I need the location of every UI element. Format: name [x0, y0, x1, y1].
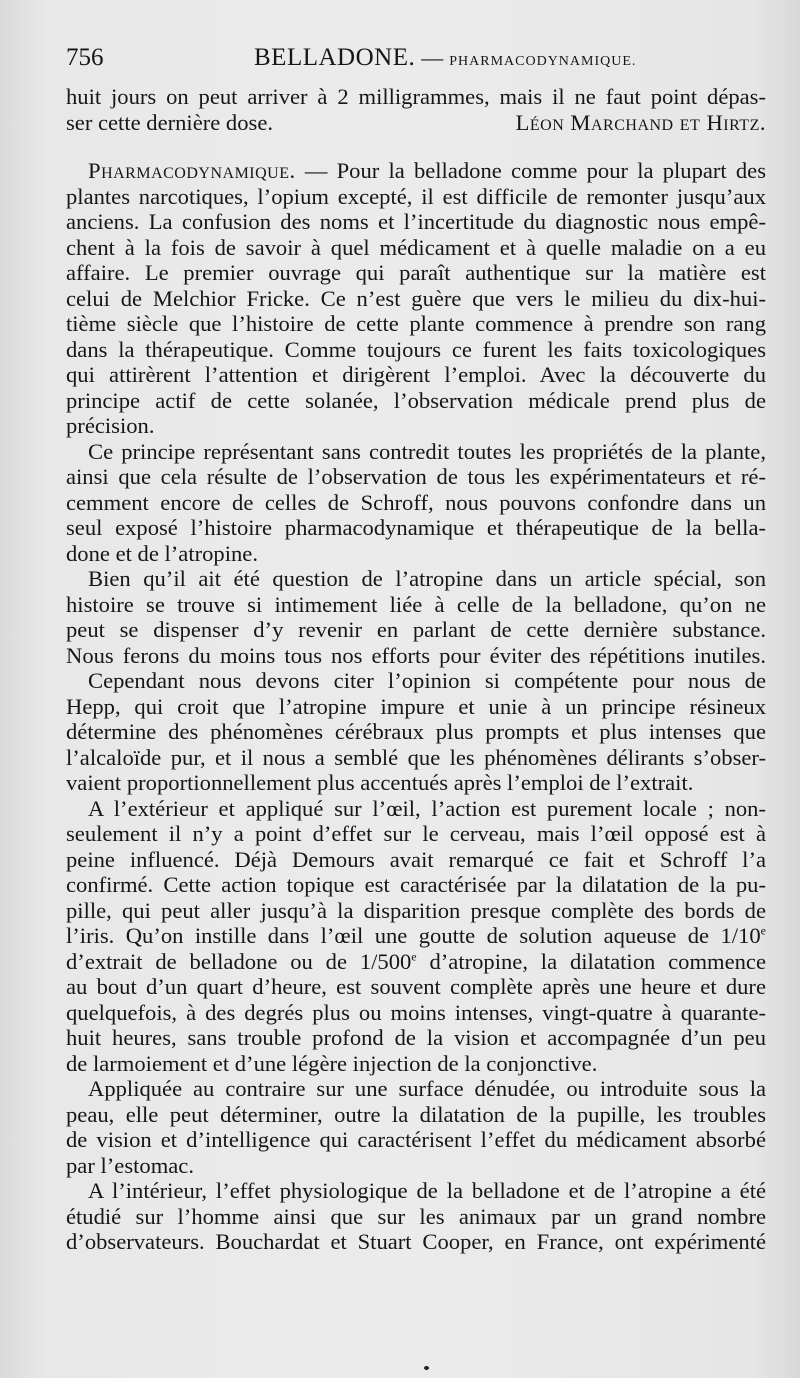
text-line: pille, qui peut aller jusqu’à la disparition presque complète des bords de [66, 897, 766, 923]
text-fragment: d’extrait de belladone ou de 1/500 [66, 948, 412, 974]
text-line: précision. [66, 413, 155, 438]
text-line [66, 110, 766, 136]
running-title-main: BELLADONE. [254, 44, 416, 71]
text-line: peau, elle peut déterminer, outre la dilatation de la pupille, les troubles [66, 1101, 766, 1127]
text-line [66, 923, 766, 949]
text-line: étudié sur l’homme ainsi que sur les animaux par un grand nombre [66, 1203, 766, 1229]
author-signature: Léon Marchand et Hirtz. [515, 109, 766, 135]
text-line: seul exposé l’histoire pharmacodynamique et thérapeutique de la bella- [66, 515, 766, 540]
text-line: histoire se trouve si intimement liée à celle de la belladone, qu’on ne [66, 591, 766, 617]
text-line: A l’extérieur et appliqué sur l’œil, l’action est purement locale ; non- [88, 795, 766, 821]
paragraph-interior [66, 1178, 766, 1255]
text-line: détermine des phénomènes cérébraux plus prompts et plus intenses que [66, 719, 766, 744]
text-fragment: — Pour la belladone comme pour la plupart des [295, 158, 766, 183]
text-line: Hepp, qui croit que l’atropine impure et unie à un principe résineux [66, 693, 766, 719]
text-line: de vision et d’intelligence qui caractérisent l’effet du médicament absorbé [66, 1127, 766, 1152]
text-line: principe actif de cette solanée, l’observation médicale prend plus de [66, 387, 766, 413]
superscript: e [411, 948, 417, 963]
text-line: tième siècle que l’histoire de cette plante commence à prendre son rang [66, 311, 766, 336]
ink-speck [424, 1366, 429, 1370]
text-fragment: ser cette dernière dose. [66, 109, 273, 135]
running-title-separator: — [421, 45, 444, 70]
text-line: par l’estomac. [66, 1152, 194, 1178]
text-line: l’alcaloïde pur, et il nous a semblé que les phénomènes délirants s’obser- [66, 744, 766, 770]
text-line: confirmé. Cette action topique est caractérisée par la dilatation de la pu- [66, 872, 766, 897]
running-title-subtitle: PHARMACODYNAMIQUE. [449, 54, 637, 69]
paragraph-hepp [66, 668, 766, 796]
text-line: huit jours on peut arriver à 2 milligrammes, mais il ne faut point dépas- [66, 84, 766, 109]
text-line: Cependant nous devons citer l’opinion si compétente pour nous de [88, 668, 766, 693]
text-line: A l’intérieur, l’effet physiologique de la belladone et de l’atropine a été [88, 1178, 766, 1203]
text-line: Bien qu’il ait été question de l’atropine dans un article spécial, son [88, 566, 766, 591]
text-line: ainsi que cela résulte de l’observation de tous les expérimentateurs et ré- [66, 464, 766, 489]
section-heading: Pharmacodynamique. [88, 158, 296, 183]
text-line: celui de Melchior Fricke. Ce n’est guère que vers le milieu du dix-hui- [66, 285, 766, 311]
text-line: qui attirèrent l’attention et dirigèrent l’emploi. Avec la découverte du [66, 362, 766, 387]
text-line: Ce principe représentant sans contredit toutes les propriétés de la plante, [88, 438, 766, 464]
paragraph-history [66, 158, 766, 439]
previous-article-ending [66, 84, 766, 135]
text-line: vaient proportionnellement plus accentués après l’emploi de l’extrait. [66, 770, 694, 795]
running-title [254, 44, 636, 72]
text-line: quelquefois, à des degrés plus ou moins intenses, vingt-quatre à quarante- [66, 999, 766, 1025]
running-header [66, 44, 766, 74]
text-line: dans la thérapeutique. Comme toujours ce furent les faits toxicologiques [66, 336, 766, 362]
text-line: plantes narcotiques, l’opium excepté, il est difficile de remonter jusqu’aux [66, 183, 766, 209]
text-fragment: d’atropine, la dilatation commence [416, 948, 766, 974]
paragraph-denuded-surface [66, 1076, 766, 1178]
text-line: affaire. Le premier ouvrage qui paraît authentique sur la matière est [66, 260, 766, 285]
text-line: Appliquée au contraire sur une surface dénudée, ou introduite sous la [88, 1076, 766, 1101]
text-line: peut se dispenser d’y revenir en parlant de cette dernière substance. [66, 617, 766, 642]
text-line: de larmoiement et d’une légère injection de la conjonctive. [66, 1050, 598, 1076]
paragraph-principle [66, 439, 766, 567]
text-line: done et de l’atropine. [66, 540, 258, 566]
text-line: peine influencé. Déjà Demours avait remarqué ce fait et Schroff l’a [66, 846, 766, 872]
paragraph-atropine [66, 566, 766, 668]
text-line: chent à la fois de savoir à quel médicament et à quelle maladie on a eu [66, 234, 766, 260]
superscript: e [760, 923, 766, 938]
text-line [66, 158, 766, 184]
section-gap [66, 135, 766, 158]
text-line: Nous ferons du moins tous nos efforts pour éviter des répétitions inutiles. [66, 642, 766, 668]
text-line [66, 949, 766, 975]
text-line: seulement il n’y a point d’effet sur le cerveau, mais l’œil opposé est à [66, 821, 766, 846]
body-text [66, 84, 766, 1255]
text-line: d’observateurs. Bouchardat et Stuart Cooper, en France, ont expérimenté [66, 1229, 766, 1254]
text-line: huit heures, sans trouble profond de la vision et accompagnée d’un peu [66, 1025, 766, 1050]
text-line: au bout d’un quart d’heure, est souvent complète après une heure et dure [66, 974, 766, 999]
text-fragment: l’iris. Qu’on instille dans l’œil une goutte de solution aqueuse de 1/10 [66, 923, 761, 948]
paragraph-exterior [66, 796, 766, 1077]
page-number: 756 [66, 44, 104, 71]
text-line: cemment encore de celles de Schroff, nous pouvons confondre dans un [66, 489, 766, 515]
text-line: anciens. La confusion des noms et l’incertitude du diagnostic nous empê- [66, 209, 766, 234]
